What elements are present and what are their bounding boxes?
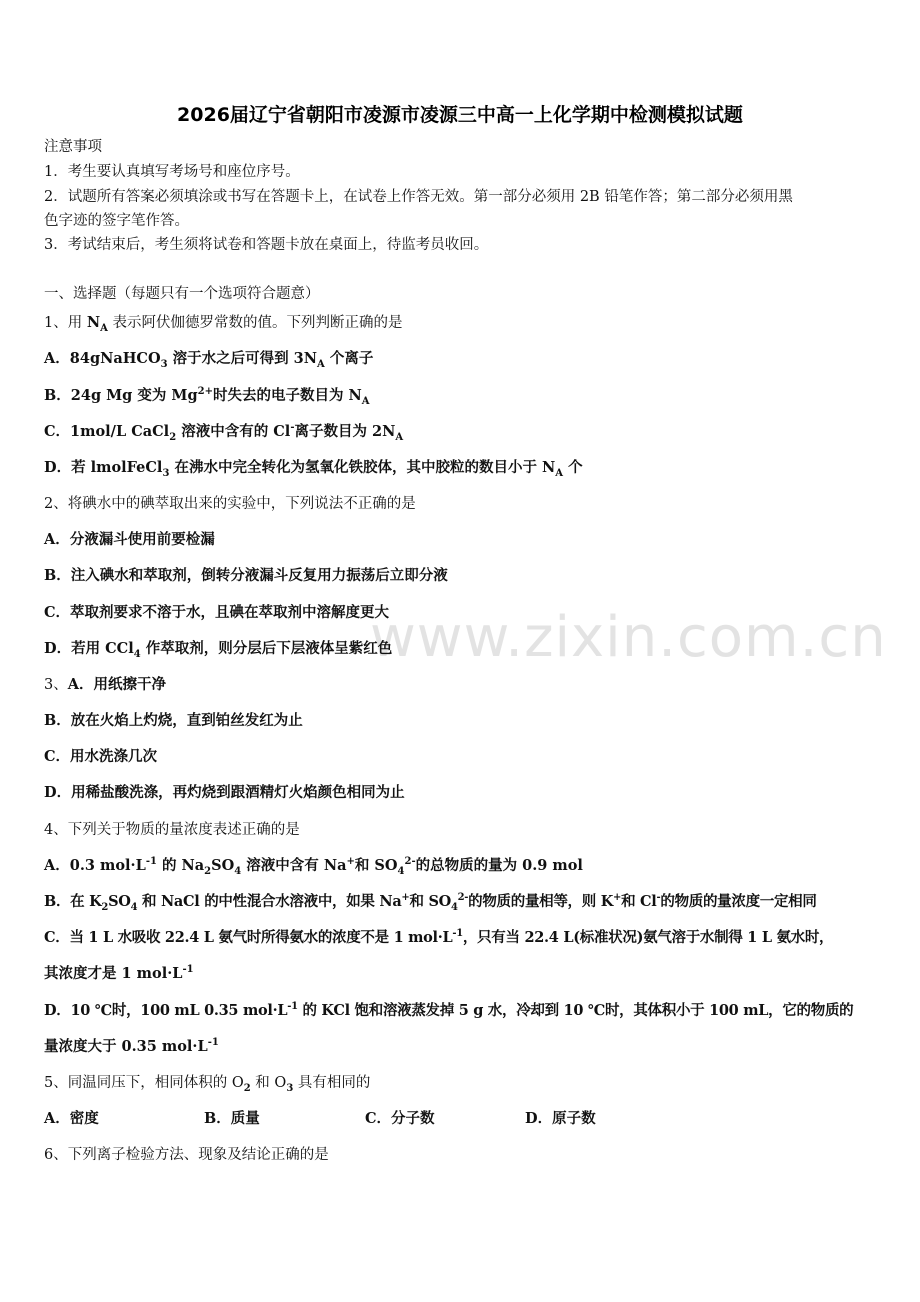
question-3-option-d: D．用稀盐酸洗涤，再灼烧到跟酒精灯火焰颜色相同为止 xyxy=(44,784,405,801)
question-4-option-d: D．10 ℃时，100 mL 0.35 $mol\cdot L^{-1}$ 的 KCl 饱和溶液蒸发掉 5 g 水，冷却到 10 ℃时，其体积小于 100 mL，它的物质的 xyxy=(44,1001,854,1019)
watermark: www.zixin.com.cn xyxy=(370,605,887,670)
question-5-option-d: D．原子数 xyxy=(525,1110,596,1127)
question-6-stem: 6、下列离子检验方法、现象及结论正确的是 xyxy=(44,1147,329,1163)
question-4-option-c: C．当 1 L 水吸收 22.4 L 氨气时所得氨水的浓度不是 1 $mol\cdot L^{-1}$，只有当 22.4 L(标准状况)氨气溶于水制得 1 L 氨水时， xyxy=(44,928,834,946)
question-4-stem: 4、下列关于物质的量浓度表述正确的是 xyxy=(44,822,300,838)
notice-item: 3．考试结束后，考生须将试卷和答题卡放在桌面上，待监考员收回。 xyxy=(44,237,489,253)
question-5-option-a: A．密度 xyxy=(44,1110,99,1127)
question-4-option-d-cont: 量浓度大于 0.35 $mol\cdot L^{-1}$ xyxy=(44,1037,219,1055)
question-1-option-b: B．24g Mg 变为 $Mg^{2+}$时失去的电子数目为 $N_A$ xyxy=(44,386,370,407)
section-heading: 一、选择题（每题只有一个选项符合题意） xyxy=(44,286,320,302)
notice-item: 1．考生要认真填写考场号和座位序号。 xyxy=(44,164,300,180)
question-2-option-d: D．若用 CCl$_4$ 作萃取剂，则分层后下层液体呈紫红色 xyxy=(44,640,393,660)
question-2-option-a: A．分液漏斗使用前要检漏 xyxy=(44,531,215,548)
notice-item: 2．试题所有答案必须填涂或书写在答题卡上，在试卷上作答无效。第一部分必须用 2B 铅笔作答；第二部分必须用黑 xyxy=(44,189,793,205)
question-2-option-c: C．萃取剂要求不溶于水，且碘在萃取剂中溶解度更大 xyxy=(44,604,390,621)
question-1-stem: 1、用 $N_A$ 表示阿伏伽德罗常数的值。下列判断正确的是 xyxy=(44,314,403,334)
question-4-option-a: A．0.3 $mol\cdot L^{-1}$ 的 $Na_2SO_4$ 溶液中含有 Na+和 $SO_4^{2-}$的总物质的量为 0.9 mol xyxy=(44,856,583,877)
question-3-option-a: 3、A．用纸擦干净 xyxy=(44,676,166,693)
question-4-option-c-cont: 其浓度才是 1 $mol\cdot L^{-1}$ xyxy=(44,964,194,982)
question-5-stem: 5、同温同压下，相同体积的 $O_2$ 和 $O_3$ 具有相同的 xyxy=(44,1075,371,1094)
question-2-stem: 2、将碘水中的碘萃取出来的实验中，下列说法不正确的是 xyxy=(44,496,416,512)
question-3-option-c: C．用水洗涤几次 xyxy=(44,748,158,765)
notice-item: 色字迹的签字笔作答。 xyxy=(44,213,189,229)
question-5-option-b: B．质量 xyxy=(204,1110,260,1127)
question-1-option-a: A．84gNaHCO$_3$ 溶于水之后可得到 $3N_A$ 个离子 xyxy=(44,350,374,370)
question-1-option-d: D．若 lmolFeCl$_3$ 在沸水中完全转化为氢氧化铁胶体，其中胶粒的数目小于 $N_A$ 个 xyxy=(44,459,583,479)
question-5-option-c: C．分子数 xyxy=(365,1110,435,1127)
page-title: 2026届辽宁省朝阳市凌源市凌源三中高一上化学期中检测模拟试题 xyxy=(177,104,743,126)
question-2-option-b: B．注入碘水和萃取剂，倒转分液漏斗反复用力振荡后立即分液 xyxy=(44,567,448,584)
question-1-option-c: C．1mol/L CaCl$_2$ 溶液中含有的 Cl-离子数目为 $2N_A$ xyxy=(44,422,404,443)
question-4-option-b: B．在 $K_2SO_4$ 和 NaCl 的中性混合水溶液中，如果 Na+和 $SO_4^{2-}$的物质的量相等，则 K+和 Cl-的物质的量浓度一定相同 xyxy=(44,892,817,913)
notice-heading: 注意事项 xyxy=(44,139,102,155)
question-3-option-b: B．放在火焰上灼烧，直到铂丝发红为止 xyxy=(44,712,303,729)
